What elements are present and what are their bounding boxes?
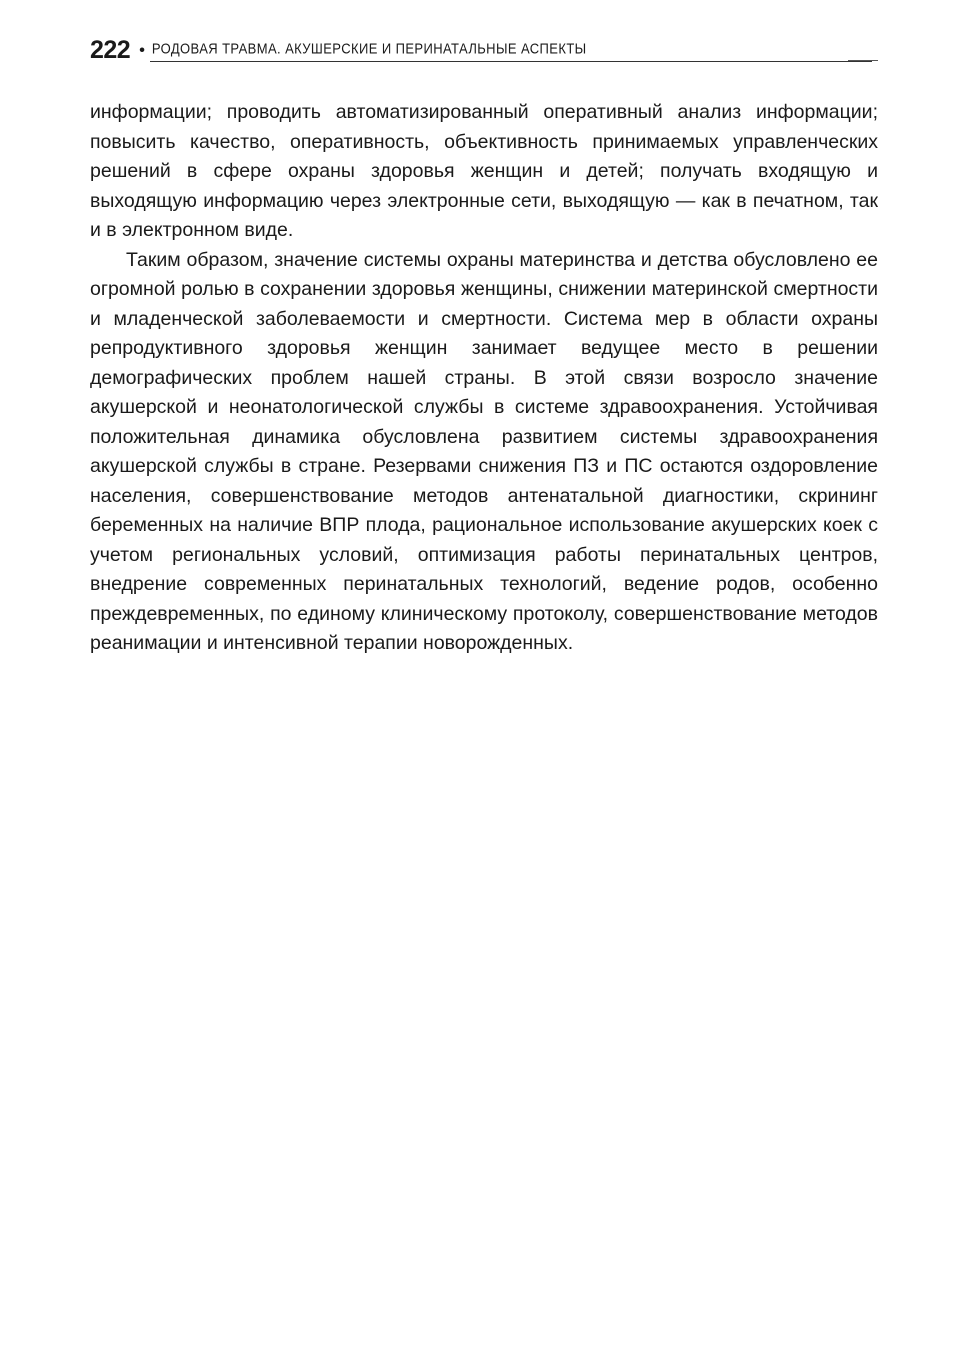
header-rule — [150, 61, 872, 62]
header-rule-tail — [848, 60, 878, 61]
running-header — [90, 30, 880, 64]
paragraph: Таким образом, значение системы охраны материнства и детства обусловлено ее огромной ролью в сохранении здоровья женщины, снижении материнской смертности и младенческой заболеваемости и смертности. Система мер в области охраны репродуктивного здоровья женщин занимает ведущее место в решении демографических проблем нашей страны. В этой связи возросло значение акушерской и неонатологической службы в системе здравоохранения. Устойчивая положительная динамика обусловлена развитием системы здравоохранения акушерской службы в стране. Резервами снижения ПЗ и ПС остаются оздоровление населения, совершенствование методов антенатальной диагностики, скрининг беременных на наличие ВПР плода, рациональное использование акушерских коек с учетом региональных условий, оптимизация работы перинатальных центров, внедрение современных перинатальных технологий, ведение родов, особенно преждевременных, по единому клиническому протоколу, совершенствование методов реанимации и интенсивной терапии новорожденных. — [90, 248, 878, 654]
header-bullet: • — [139, 42, 145, 59]
chapter-title: РОДОВАЯ ТРАВМА. АКУШЕРСКИЕ И ПЕРИНАТАЛЬНЫЕ АСПЕКТЫ — [151, 39, 587, 58]
page-number: 222 — [90, 36, 131, 64]
body-text — [90, 98, 878, 659]
paragraph: информации; проводить автоматизированный оперативный анализ информации; повысить качество, оперативность, объективность принимаемых управленческих решений в сфере охраны здоровья женщин и детей; получать входящую и выходящую информацию через электронные сети, выходящую — как в печатном, так и в электронном виде. — [90, 101, 878, 241]
